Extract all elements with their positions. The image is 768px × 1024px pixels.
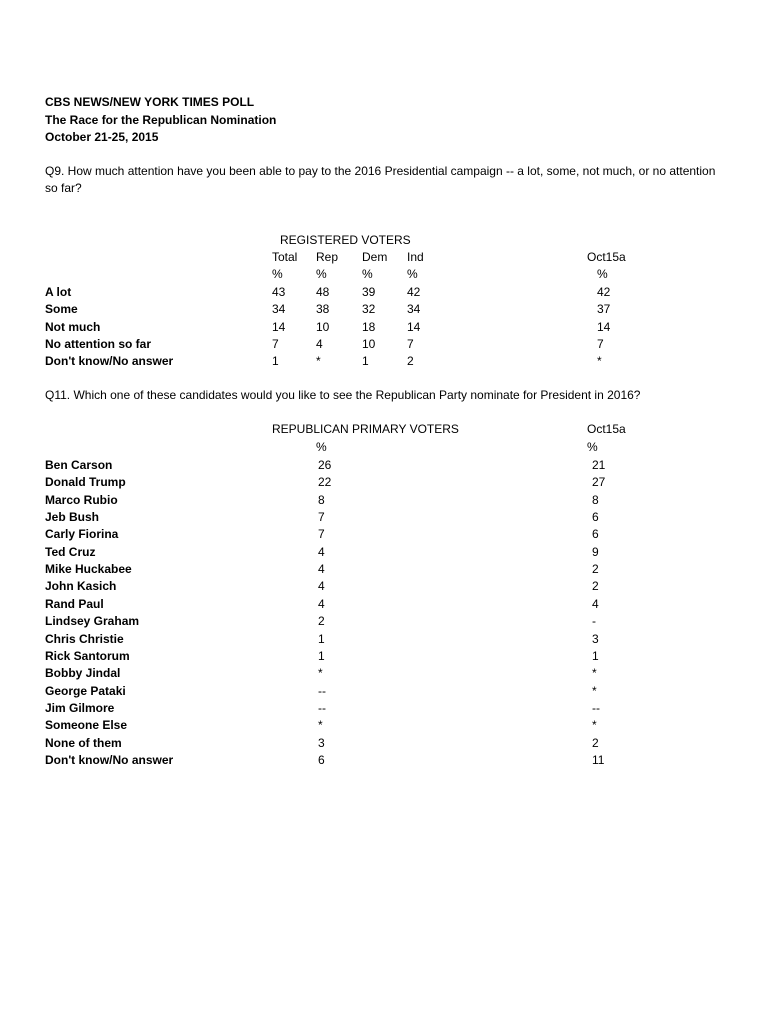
row-value: 32 xyxy=(362,302,376,317)
row-value: 14 xyxy=(407,319,421,334)
row-label: Rick Santorum xyxy=(45,648,130,663)
row-label: Chris Christie xyxy=(45,631,124,646)
row-value: 3 xyxy=(318,735,325,750)
row-value: 7 xyxy=(407,336,414,351)
row-value: 34 xyxy=(272,302,286,317)
row-value: 6 xyxy=(592,510,599,525)
row-value: 18 xyxy=(362,319,376,334)
row-label: Jeb Bush xyxy=(45,510,100,525)
row-value: 2 xyxy=(407,354,414,369)
row-value: -- xyxy=(318,700,326,715)
row-label: John Kasich xyxy=(45,579,117,594)
row-label: Ben Carson xyxy=(45,458,113,472)
q9-column-header: Ind xyxy=(407,250,424,264)
row-label: George Pataki xyxy=(45,683,126,698)
row-value: 8 xyxy=(592,492,599,507)
row-value: 10 xyxy=(362,336,376,351)
row-value: 4 xyxy=(318,562,325,577)
row-label: Don't know/No answer xyxy=(45,354,174,369)
row-value: * xyxy=(592,683,597,698)
row-value: 2 xyxy=(592,579,599,594)
row-value: * xyxy=(592,666,597,681)
row-label: Donald Trump xyxy=(45,475,126,490)
row-value: * xyxy=(318,718,323,733)
q9-unit-label: % xyxy=(316,267,327,281)
row-label: Don't know/No answer xyxy=(45,752,174,767)
row-label: Some xyxy=(45,302,78,317)
row-label: A lot xyxy=(45,285,72,299)
row-value: 48 xyxy=(316,285,330,299)
q11-compare-header: Oct15a xyxy=(587,422,626,436)
row-value: 4 xyxy=(318,544,325,559)
q9-unit-label: % xyxy=(407,267,418,281)
row-label: Jim Gilmore xyxy=(45,700,115,715)
q9-column-header: Dem xyxy=(362,250,388,264)
row-value: -- xyxy=(592,700,600,715)
row-value: 4 xyxy=(318,579,325,594)
q9-column-header: Total xyxy=(272,250,298,264)
row-value: 38 xyxy=(316,302,330,317)
row-value: 6 xyxy=(318,752,325,767)
poll-date: October 21-25, 2015 xyxy=(45,130,159,144)
row-value: 27 xyxy=(592,475,606,490)
row-label: Carly Fiorina xyxy=(45,527,119,542)
row-label: Lindsey Graham xyxy=(45,614,140,629)
row-value: 4 xyxy=(316,336,323,351)
row-value: 26 xyxy=(318,458,332,472)
row-value: 34 xyxy=(407,302,421,317)
q9-unit-label: % xyxy=(272,267,283,281)
q9-unit-label: % xyxy=(597,267,608,281)
row-value: 10 xyxy=(316,319,330,334)
row-label: Bobby Jindal xyxy=(45,666,121,681)
row-label: Someone Else xyxy=(45,718,128,733)
poll-source-title: CBS NEWS/NEW YORK TIMES POLL xyxy=(45,95,255,109)
row-value: 6 xyxy=(592,527,599,542)
row-value: * xyxy=(592,718,597,733)
row-value: 1 xyxy=(272,354,279,369)
row-value: 43 xyxy=(272,285,286,299)
row-value: 2 xyxy=(592,735,599,750)
row-value: 39 xyxy=(362,285,376,299)
row-value: 14 xyxy=(597,319,611,334)
q11-question: Q11. Which one of these candidates would you like to see the Republican Party nominate for President in 2016? xyxy=(45,388,641,402)
q9-group-header: REGISTERED VOTERS xyxy=(280,233,411,247)
row-label: No attention so far xyxy=(45,336,152,351)
row-value: 8 xyxy=(318,492,325,507)
q9-unit-label: % xyxy=(362,267,373,281)
q11-group-header: REPUBLICAN PRIMARY VOTERS xyxy=(272,422,459,436)
row-label: Not much xyxy=(45,319,101,334)
row-value: * xyxy=(597,354,602,369)
row-value: 3 xyxy=(592,631,599,646)
row-value: 37 xyxy=(597,302,611,317)
row-value: 1 xyxy=(318,631,325,646)
row-label: Marco Rubio xyxy=(45,492,118,507)
row-value: 21 xyxy=(592,458,606,472)
q9-column-header: Rep xyxy=(316,250,339,264)
poll-subject-title: The Race for the Republican Nomination xyxy=(45,112,277,127)
row-value: 9 xyxy=(592,544,599,559)
row-value: 2 xyxy=(318,614,325,629)
q9-question: Q9. How much attention have you been able to pay to the 2016 Presidential campaign -- a lot, some, not much, or no attention so far? xyxy=(45,164,716,195)
row-value: 14 xyxy=(272,319,286,334)
q9-column-header: Oct15a xyxy=(587,250,626,264)
row-value: * xyxy=(316,354,321,369)
q11-unit-label: % xyxy=(587,440,598,454)
row-value: 22 xyxy=(318,475,332,490)
row-value: 42 xyxy=(407,285,421,299)
row-value: - xyxy=(592,614,596,629)
row-value: 7 xyxy=(318,510,325,525)
row-label: Ted Cruz xyxy=(45,544,96,559)
row-value: 4 xyxy=(592,596,599,611)
row-value: -- xyxy=(318,683,326,698)
row-label: Rand Paul xyxy=(45,596,104,611)
row-value: 7 xyxy=(597,336,604,351)
row-value: 2 xyxy=(592,562,599,577)
q11-unit-label: % xyxy=(316,440,327,454)
row-value: 1 xyxy=(592,648,599,663)
row-value: 42 xyxy=(597,285,611,299)
row-value: 1 xyxy=(362,354,369,369)
row-value: * xyxy=(318,666,323,681)
poll-title-block xyxy=(45,94,276,147)
row-value: 1 xyxy=(318,648,325,663)
row-value: 4 xyxy=(318,596,325,611)
row-value: 7 xyxy=(272,336,279,351)
row-label: Mike Huckabee xyxy=(45,562,132,577)
row-value: 7 xyxy=(318,527,325,542)
row-value: 11 xyxy=(592,752,605,767)
row-label: None of them xyxy=(45,735,122,750)
